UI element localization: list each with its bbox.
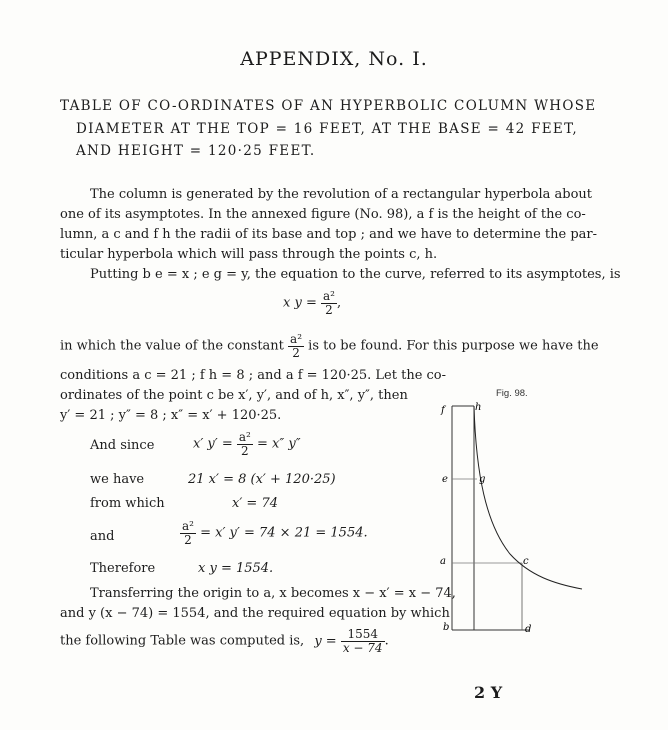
paragraph-line-4: ticular hyperbola which will pass through the points c, h. xyxy=(60,247,438,262)
and-since-lhs: x′ y′ = xyxy=(193,436,233,452)
label-b: b xyxy=(443,622,450,633)
and-since-expr xyxy=(193,431,301,457)
paragraph-line-3: lumn, a c and f h the radii of its base and top ; and we have to determine the par- xyxy=(60,227,598,242)
from-which-label: from which xyxy=(90,496,165,511)
label-e: e xyxy=(442,474,448,485)
therefore-label: Therefore xyxy=(90,561,156,576)
final-equation-line xyxy=(60,628,389,654)
label-c: c xyxy=(523,556,529,567)
equation-1 xyxy=(283,290,341,316)
label-g: g xyxy=(479,474,486,485)
constant-fraction xyxy=(288,333,304,359)
we-have-label: we have xyxy=(90,472,145,487)
page-title: APPENDIX, No. I. xyxy=(240,48,428,70)
final-before: the following Table was computed is, xyxy=(60,633,305,649)
conditions-line-1: conditions a c = 21 ; f h = 8 ; and a f = 120·25. Let the co- xyxy=(60,368,447,383)
transfer-line-1: Transferring the origin to a, x becomes x − x′ = x − 74, xyxy=(90,586,456,601)
constant-line xyxy=(60,333,599,359)
conditions-line-2: ordinates of the point c be x′, y′, and of h, x″, y″, then xyxy=(60,388,408,403)
and-rhs: = x′ y′ = 74 × 21 = 1554. xyxy=(200,525,368,541)
eq1-tail: , xyxy=(336,295,342,311)
page-number: 2 Y xyxy=(474,683,503,702)
label-f: f xyxy=(441,405,445,416)
heading-line-3: AND HEIGHT = 120·25 FEET. xyxy=(76,143,316,159)
eq1-denominator: 2 xyxy=(325,302,333,317)
paragraph-line-1: The column is generated by the revolution of a rectangular hyperbola about xyxy=(90,187,593,202)
final-lhs: y = xyxy=(314,633,337,649)
final-tail: . xyxy=(384,633,389,649)
and-since-label: And since xyxy=(90,438,155,453)
final-fraction xyxy=(341,628,385,654)
heading-line-1: TABLE OF CO-ORDINATES OF AN HYPERBOLIC COLUMN WHOSE xyxy=(60,98,597,114)
label-d: d xyxy=(525,624,532,635)
therefore-expr: x y = 1554. xyxy=(198,561,274,576)
figure-98 xyxy=(430,384,590,644)
final-denominator: x − 74 xyxy=(342,640,383,655)
transfer-line-2: and y (x − 74) = 1554, and the required equation by which xyxy=(60,606,450,621)
and-since-fraction xyxy=(237,431,253,457)
and-since-numerator: a² xyxy=(238,430,251,444)
figure-caption: Fig. 98. xyxy=(496,388,528,399)
from-which-expr: x′ = 74 xyxy=(232,496,278,511)
and-label: and xyxy=(90,529,115,544)
constant-before: in which the value of the constant xyxy=(60,338,284,354)
eq1-numerator: a² xyxy=(322,289,335,303)
label-a: a xyxy=(440,556,446,567)
putting-line: Putting b e = x ; e g = y, the equation to the curve, referred to its asymptotes, is xyxy=(90,267,621,282)
and-denominator: 2 xyxy=(184,532,192,547)
constant-denominator: 2 xyxy=(292,345,300,360)
constant-numerator: a² xyxy=(290,332,303,346)
we-have-expr: 21 x′ = 8 (x′ + 120·25) xyxy=(188,472,336,487)
and-since-rhs: = x″ y″ xyxy=(257,436,301,452)
and-since-denominator: 2 xyxy=(241,443,249,458)
eq1-fraction xyxy=(321,290,337,316)
and-numerator: a² xyxy=(182,519,194,533)
and-expr xyxy=(180,520,368,546)
heading-line-2: DIAMETER AT THE TOP = 16 FEET, AT THE BASE = 42 FEET, xyxy=(76,121,578,137)
constant-after: is to be found. For this purpose we have the xyxy=(308,338,599,354)
final-numerator: 1554 xyxy=(341,628,385,642)
paragraph-line-2: one of its asymptotes. In the annexed figure (No. 98), a f is the height of the co- xyxy=(60,207,586,222)
label-h: h xyxy=(475,402,482,413)
conditions-line-3: y′ = 21 ; y″ = 8 ; x″ = x′ + 120·25. xyxy=(60,408,282,423)
and-fraction xyxy=(180,520,196,546)
eq1-lhs: x y = xyxy=(283,295,317,311)
